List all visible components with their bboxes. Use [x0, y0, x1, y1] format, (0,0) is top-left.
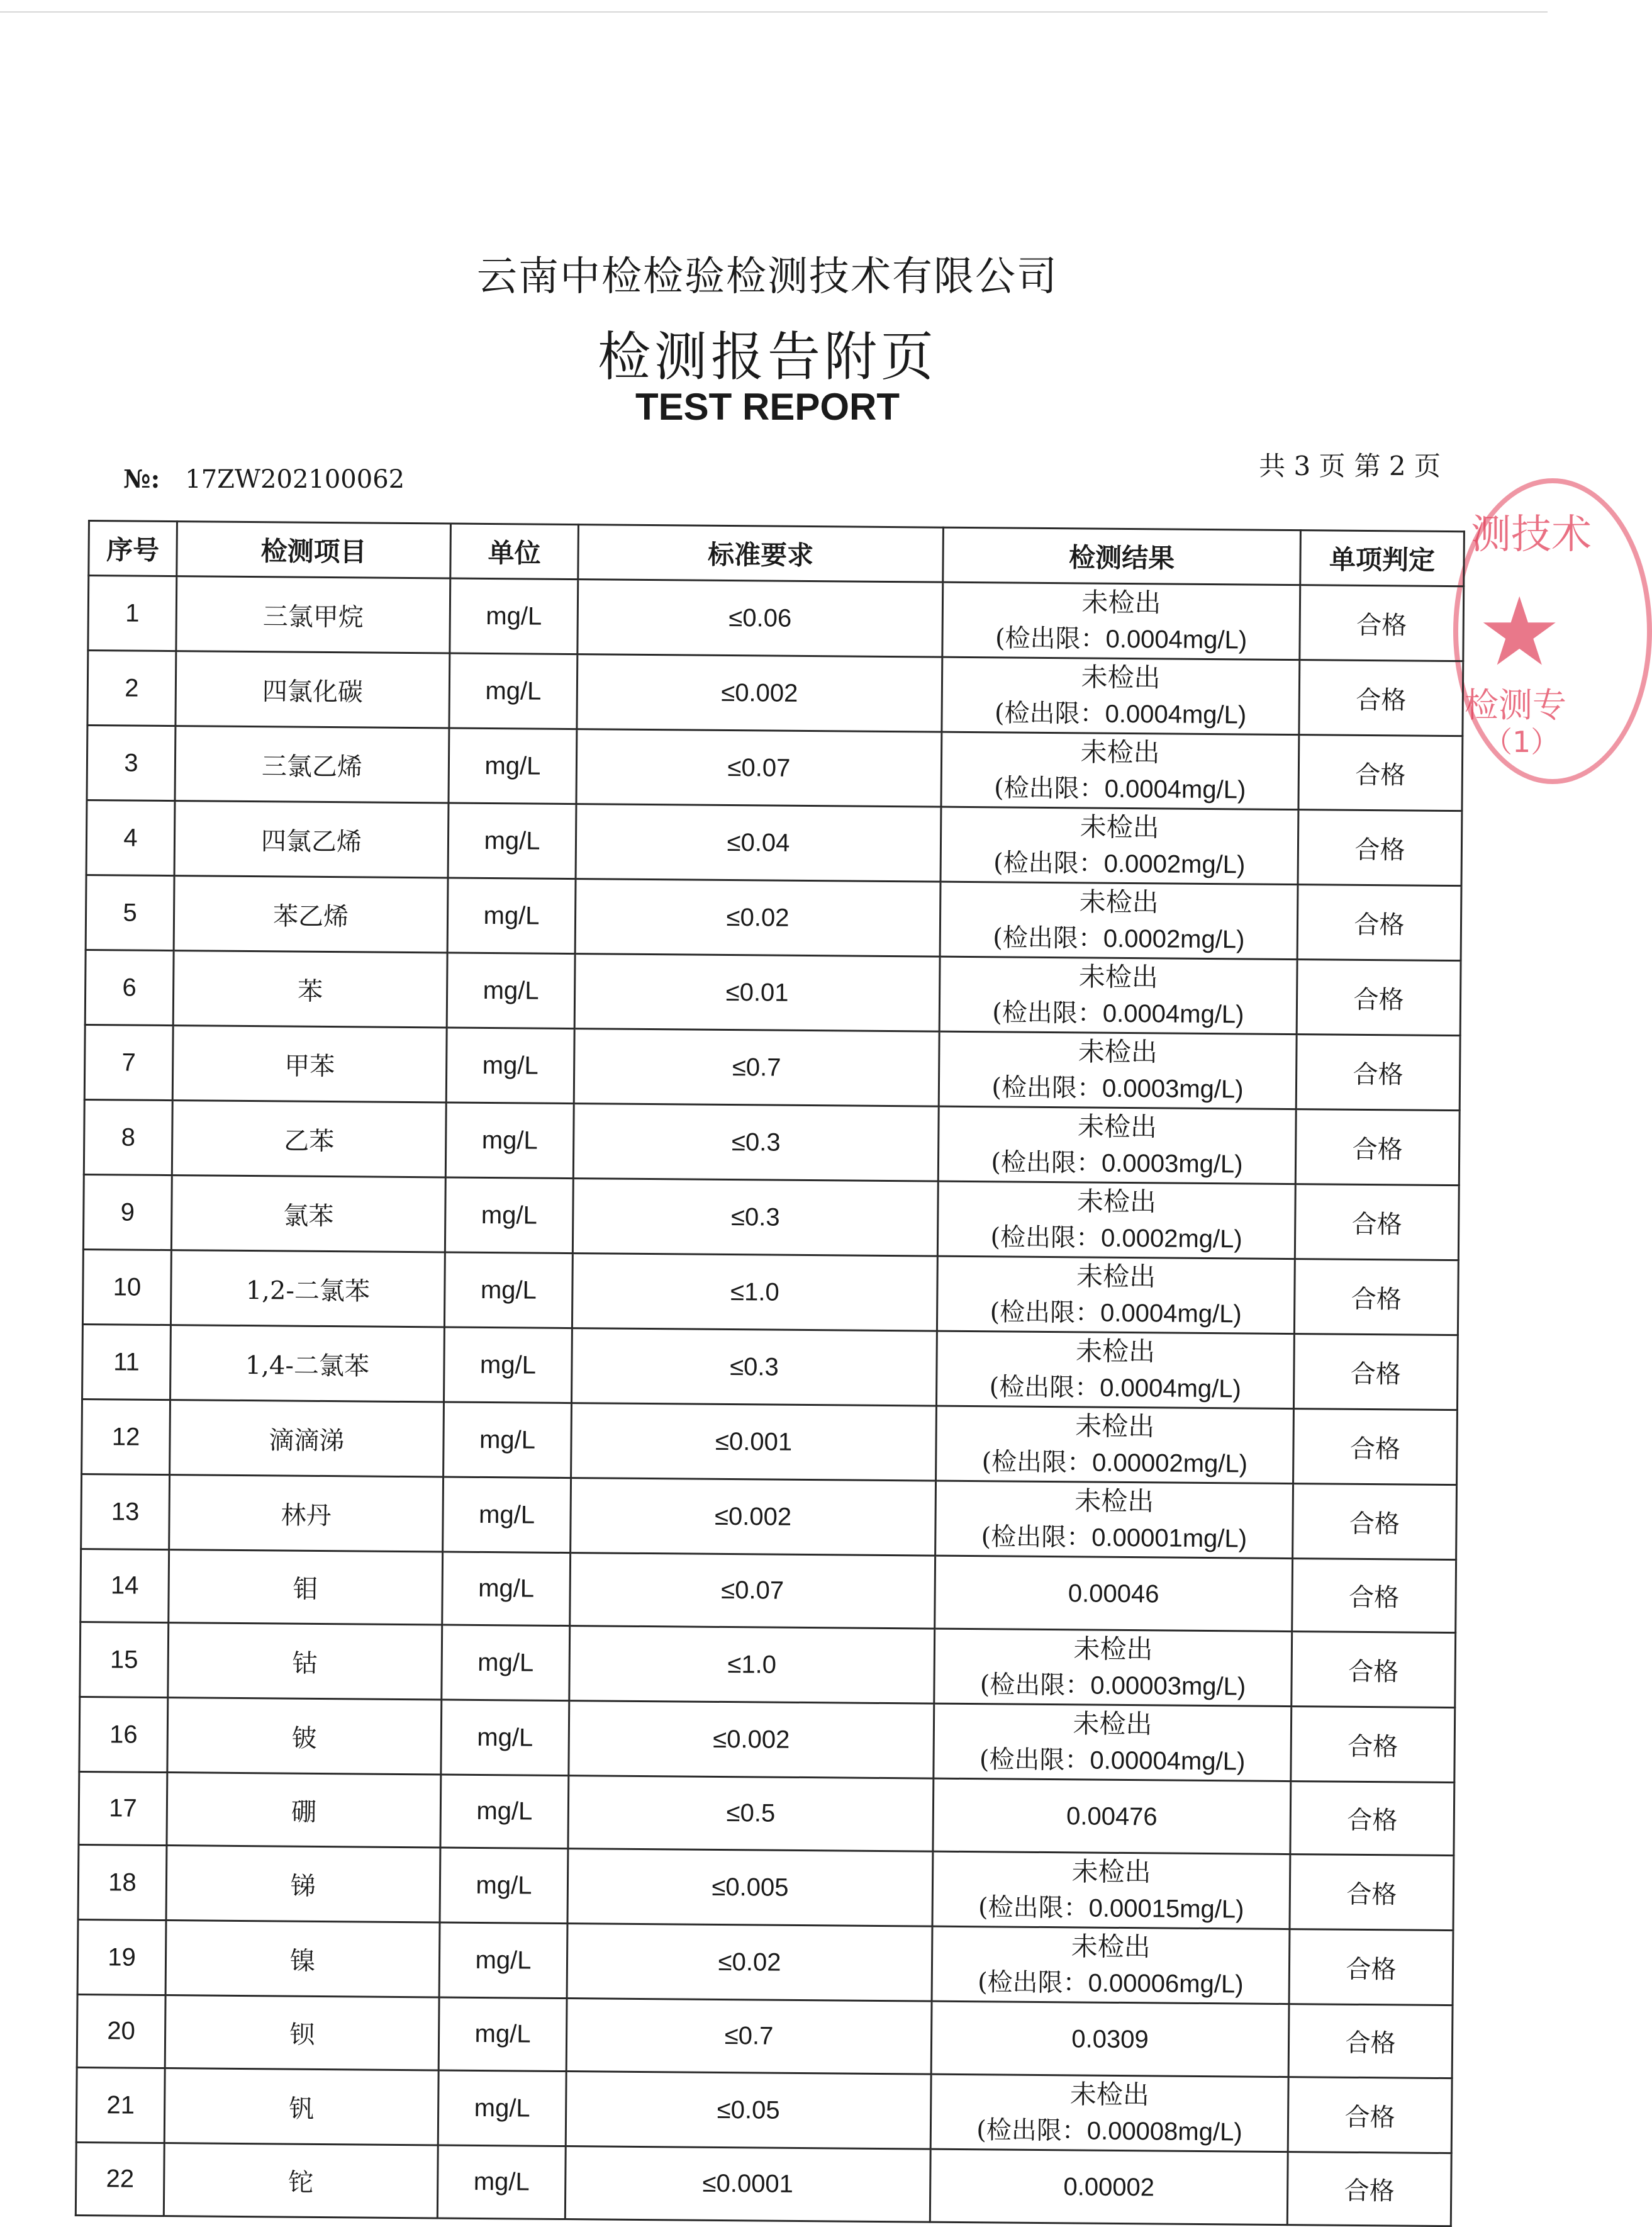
result-cell — [933, 1778, 1291, 1854]
unit: mg/L — [449, 728, 577, 804]
table-row — [78, 1844, 1454, 1930]
standard-requirement: ≤0.07 — [570, 1553, 935, 1629]
judgement: 合格 — [1288, 2077, 1452, 2153]
result-cell — [939, 956, 1297, 1034]
detection-limit-value: 0.0004mg/L) — [1102, 999, 1244, 1029]
test-item: 1,2-二氯苯 — [170, 1250, 445, 1327]
judgement: 合格 — [1299, 660, 1463, 736]
not-detected-text: 未检出 — [1075, 1335, 1156, 1367]
seal-text-top: 测技术 — [1471, 512, 1592, 558]
not-detected-text: 未检出 — [1073, 1708, 1152, 1740]
table-row — [79, 1771, 1454, 1855]
judgement: 合格 — [1292, 1632, 1456, 1708]
result-cell — [940, 807, 1298, 884]
test-item: 滴滴涕 — [170, 1400, 444, 1477]
page-total: 共 3 页 — [1259, 451, 1346, 481]
result-value: 0.00046 — [1068, 1579, 1159, 1608]
table-row — [82, 1399, 1458, 1484]
unit: mg/L — [442, 1625, 570, 1701]
judgement: 合格 — [1289, 1929, 1453, 2005]
col-header-result: 检测结果 — [943, 527, 1301, 585]
result-cell — [934, 1703, 1292, 1781]
judgement: 合格 — [1293, 1484, 1457, 1560]
unit: mg/L — [439, 1922, 567, 1999]
judgement: 合格 — [1292, 1559, 1456, 1633]
row-index: 3 — [87, 726, 176, 801]
scan-top-edge — [0, 11, 1548, 13]
detection-limit — [940, 994, 1296, 1033]
judgement: 合格 — [1294, 1259, 1458, 1335]
standard-requirement: ≤0.002 — [569, 1701, 934, 1779]
detection-limit-label: (检出限： — [978, 1893, 1089, 1923]
result-cell — [932, 1926, 1290, 2004]
table-row — [76, 2067, 1452, 2153]
table-row — [81, 1474, 1457, 1559]
detection-limit-label: (检出限： — [977, 1968, 1088, 1998]
table-row — [87, 651, 1463, 736]
table-row — [88, 576, 1464, 661]
row-index: 17 — [79, 1771, 167, 1845]
row-index: 22 — [75, 2142, 164, 2216]
unit: mg/L — [445, 1102, 574, 1179]
detection-limit-value: 0.00006mg/L) — [1088, 1969, 1244, 1999]
detection-limit-value: 0.0004mg/L) — [1100, 1374, 1241, 1403]
result-cell — [930, 2074, 1288, 2151]
standard-requirement: ≤0.3 — [572, 1328, 937, 1406]
result-cell — [931, 2001, 1289, 2077]
row-index: 2 — [87, 651, 176, 726]
table-row — [83, 1174, 1459, 1260]
detection-limit-label: (检出限： — [976, 2116, 1087, 2146]
detection-limit-value: 0.00004mg/L) — [1090, 1746, 1246, 1776]
judgement: 合格 — [1287, 2152, 1451, 2226]
col-header-judgement: 单项判定 — [1300, 530, 1465, 586]
detection-limit-label: (检出限： — [979, 1670, 1091, 1700]
row-index: 20 — [77, 1994, 165, 2068]
detection-limit-value: 0.0002mg/L) — [1103, 924, 1245, 954]
not-detected-text: 未检出 — [1079, 886, 1159, 918]
detection-limit-label: (检出限： — [991, 1073, 1103, 1103]
not-detected-text: 未检出 — [1075, 1410, 1155, 1442]
company-name: 云南中检检验检测技术有限公司 — [477, 254, 1058, 300]
test-item: 铊 — [164, 2143, 438, 2218]
detection-limit — [943, 620, 1298, 659]
not-detected-text: 未检出 — [1071, 1931, 1151, 1963]
report-number — [123, 464, 405, 494]
detection-limit — [933, 1889, 1288, 1928]
not-detected-text: 未检出 — [1073, 1633, 1153, 1665]
test-item: 四氯化碳 — [176, 651, 450, 728]
result-cell — [932, 1851, 1290, 1929]
detection-limit-value: 0.00003mg/L) — [1090, 1671, 1246, 1701]
not-detected-text: 未检出 — [1077, 1111, 1158, 1143]
row-index: 1 — [88, 576, 177, 651]
detection-limit — [934, 1741, 1290, 1780]
detection-limit — [935, 1666, 1290, 1705]
judgement: 合格 — [1296, 1035, 1460, 1111]
detection-limit-value: 0.0004mg/L) — [1105, 700, 1247, 729]
result-cell — [942, 582, 1300, 659]
test-item: 苯 — [173, 951, 447, 1028]
unit: mg/L — [450, 578, 578, 654]
detection-limit-label: (检出限： — [993, 848, 1104, 878]
not-detected-text: 未检出 — [1069, 2078, 1150, 2111]
result-cell — [937, 1181, 1295, 1259]
row-index: 13 — [81, 1474, 170, 1549]
table-row — [86, 875, 1461, 960]
detection-limit — [939, 1219, 1294, 1258]
page-current: 第 2 页 — [1354, 451, 1441, 481]
row-index: 14 — [81, 1549, 169, 1622]
row-index: 19 — [77, 1919, 166, 1995]
detection-limit-label: (检出限： — [993, 923, 1104, 953]
detection-limit-label: (检出限： — [990, 1223, 1102, 1253]
unit: mg/L — [444, 1327, 572, 1403]
test-item: 三氯甲烷 — [176, 576, 450, 653]
result-cell — [934, 1629, 1292, 1706]
judgement: 合格 — [1288, 2004, 1453, 2078]
detection-limit-label: (检出限： — [989, 1372, 1100, 1403]
detection-limit — [940, 1069, 1295, 1108]
result-cell — [941, 732, 1299, 809]
not-detected-text: 未检出 — [1081, 586, 1161, 619]
judgement: 合格 — [1300, 585, 1464, 661]
standard-requirement: ≤0.02 — [575, 879, 940, 957]
test-item: 钒 — [164, 2068, 438, 2145]
detection-limit-value: 0.0003mg/L) — [1101, 1149, 1243, 1179]
unit: mg/L — [449, 653, 578, 729]
unit: mg/L — [438, 2070, 566, 2146]
standard-requirement: ≤0.02 — [567, 1924, 932, 2002]
result-cell — [935, 1556, 1293, 1631]
standard-requirement: ≤0.001 — [571, 1403, 937, 1481]
detection-limit-value: 0.0002mg/L) — [1103, 850, 1246, 879]
standard-requirement: ≤0.5 — [568, 1776, 934, 1852]
test-item: 镍 — [165, 1921, 440, 1997]
judgement: 合格 — [1290, 1781, 1454, 1856]
standard-requirement: ≤1.0 — [569, 1626, 935, 1704]
not-detected-text: 未检出 — [1080, 736, 1160, 768]
detection-limit-value: 0.0002mg/L) — [1100, 1224, 1242, 1254]
row-index: 10 — [82, 1249, 171, 1325]
judgement: 合格 — [1291, 1707, 1455, 1783]
seal-star-icon: ★ — [1477, 578, 1562, 687]
report-number-value: 17ZW202100062 — [185, 465, 405, 494]
table-row — [79, 1697, 1455, 1782]
standard-requirement: ≤0.07 — [576, 729, 942, 807]
row-index: 21 — [76, 2067, 165, 2143]
not-detected-text: 未检出 — [1078, 961, 1159, 993]
unit: mg/L — [444, 1402, 572, 1478]
standard-requirement: ≤0.06 — [578, 580, 943, 658]
detection-limit — [942, 695, 1298, 734]
seal-text-bottom: （1） — [1483, 725, 1560, 759]
row-index: 18 — [78, 1844, 167, 1920]
detection-limit-value: 0.00001mg/L) — [1091, 1523, 1247, 1553]
results-table — [75, 520, 1465, 2227]
table-row — [75, 2142, 1451, 2226]
unit: mg/L — [443, 1477, 571, 1553]
detection-limit-value: 0.00008mg/L) — [1086, 2117, 1242, 2146]
row-index: 8 — [84, 1099, 172, 1175]
row-index: 7 — [84, 1024, 173, 1100]
detection-limit — [936, 1518, 1292, 1557]
detection-limit-label: (检出限： — [991, 1148, 1102, 1178]
table-row — [82, 1249, 1458, 1335]
unit: mg/L — [445, 1177, 573, 1254]
detection-limit-value: 0.0004mg/L) — [1105, 625, 1247, 654]
detection-limit — [937, 1444, 1292, 1483]
report-number-label: №: — [123, 464, 160, 494]
unit: mg/L — [438, 1997, 567, 2072]
row-index: 12 — [82, 1399, 170, 1474]
detection-limit-label: (检出限： — [981, 1522, 1092, 1552]
standard-requirement: ≤0.05 — [566, 2072, 931, 2150]
result-value: 0.0309 — [1071, 2024, 1149, 2053]
test-item: 钴 — [168, 1623, 442, 1700]
standard-requirement: ≤0.01 — [574, 954, 940, 1032]
unit: mg/L — [447, 878, 576, 954]
col-header-item: 检测项目 — [177, 522, 451, 578]
detection-limit — [942, 844, 1297, 884]
table-row — [84, 1024, 1460, 1110]
standard-requirement: ≤0.3 — [573, 1104, 939, 1182]
table-row — [77, 1919, 1453, 2005]
seal-text-middle: 检测专 — [1465, 685, 1566, 725]
report-subtitle: TEST REPORT — [635, 386, 900, 428]
detection-limit-label: (检出限： — [992, 998, 1103, 1028]
not-detected-text: 未检出 — [1081, 661, 1161, 693]
unit: mg/L — [440, 1775, 569, 1849]
row-index: 16 — [79, 1697, 168, 1772]
test-item: 苯乙烯 — [174, 876, 448, 953]
test-item: 四氯乙烯 — [174, 801, 449, 878]
col-header-standard: 标准要求 — [578, 525, 944, 583]
test-item: 钡 — [165, 1995, 439, 2070]
detection-limit-value: 0.00015mg/L) — [1088, 1894, 1244, 1924]
not-detected-text: 未检出 — [1080, 811, 1159, 843]
row-index: 11 — [82, 1324, 171, 1400]
table-row — [86, 800, 1462, 885]
table-row — [82, 1324, 1458, 1410]
standard-requirement: ≤0.04 — [576, 804, 941, 882]
standard-requirement: ≤1.0 — [572, 1254, 937, 1332]
result-value: 0.00476 — [1066, 1802, 1158, 1831]
judgement: 合格 — [1293, 1334, 1458, 1410]
standard-requirement: ≤0.7 — [574, 1029, 939, 1107]
page-info — [1250, 446, 1441, 483]
result-cell — [936, 1406, 1294, 1483]
standard-requirement: ≤0.7 — [566, 1999, 932, 2075]
result-cell — [942, 657, 1300, 734]
result-cell — [936, 1331, 1294, 1408]
detection-limit-value: 0.0003mg/L) — [1102, 1074, 1244, 1104]
unit: mg/L — [444, 1252, 572, 1328]
table-header-row — [89, 521, 1465, 586]
detection-limit-value: 0.0004mg/L) — [1104, 775, 1246, 804]
standard-requirement: ≤0.002 — [577, 654, 942, 732]
not-detected-text: 未检出 — [1076, 1260, 1156, 1293]
result-cell — [930, 2149, 1288, 2224]
result-value: 0.00002 — [1063, 2172, 1155, 2201]
unit: mg/L — [447, 953, 575, 1029]
detection-limit — [932, 2112, 1287, 2151]
row-index: 9 — [83, 1174, 172, 1250]
detection-limit — [939, 1144, 1295, 1183]
test-item: 铍 — [167, 1698, 442, 1775]
inspection-seal — [1453, 478, 1652, 784]
detection-limit — [933, 1964, 1288, 2003]
test-item: 乙苯 — [172, 1101, 446, 1177]
unit: mg/L — [448, 803, 576, 879]
test-item: 锑 — [166, 1846, 440, 1922]
row-index: 4 — [86, 800, 175, 875]
detection-limit-value: 0.00002mg/L) — [1091, 1449, 1248, 1478]
test-item: 林丹 — [169, 1475, 444, 1552]
col-header-unit: 单位 — [450, 524, 579, 580]
judgement: 合格 — [1298, 735, 1463, 811]
unit: mg/L — [440, 1848, 568, 1924]
standard-requirement: ≤0.3 — [572, 1179, 938, 1257]
detection-limit-label: (检出限： — [995, 624, 1106, 654]
not-detected-text: 未检出 — [1076, 1186, 1157, 1218]
table-row — [85, 950, 1461, 1035]
col-header-index: 序号 — [89, 521, 177, 576]
test-item: 氯苯 — [171, 1175, 445, 1252]
row-index: 6 — [85, 950, 174, 1025]
row-index: 15 — [80, 1622, 169, 1697]
judgement: 合格 — [1297, 960, 1461, 1036]
unit: mg/L — [442, 1552, 571, 1626]
detection-limit-value: 0.0004mg/L) — [1100, 1299, 1242, 1328]
detection-limit — [937, 1369, 1293, 1408]
detection-limit-label: (检出限： — [994, 698, 1105, 729]
row-index: 5 — [86, 875, 174, 950]
detection-limit — [941, 919, 1297, 958]
report-title: 检测报告附页 — [597, 326, 937, 388]
result-cell — [939, 1031, 1297, 1109]
judgement: 合格 — [1295, 1184, 1459, 1260]
standard-requirement: ≤0.002 — [571, 1478, 936, 1556]
test-item: 甲苯 — [172, 1026, 447, 1102]
table-row — [80, 1622, 1456, 1707]
result-cell — [935, 1481, 1293, 1558]
judgement: 合格 — [1293, 1409, 1458, 1485]
unit: mg/L — [446, 1028, 574, 1104]
test-item: 硼 — [167, 1773, 441, 1848]
result-cell — [937, 1256, 1295, 1333]
judgement: 合格 — [1290, 1854, 1454, 1931]
table-row — [77, 1994, 1453, 2078]
not-detected-text: 未检出 — [1078, 1036, 1158, 1068]
table-row — [87, 726, 1463, 811]
result-cell — [940, 882, 1298, 959]
detection-limit-label: (检出限： — [993, 773, 1105, 804]
standard-requirement: ≤0.005 — [567, 1849, 933, 1927]
table-row — [81, 1549, 1456, 1632]
test-item: 三氯乙烯 — [175, 726, 449, 803]
table-row — [84, 1099, 1459, 1185]
not-detected-text: 未检出 — [1071, 1856, 1151, 1888]
judgement: 合格 — [1295, 1109, 1459, 1186]
test-item: 钼 — [169, 1550, 443, 1625]
unit: mg/L — [441, 1700, 569, 1776]
detection-limit — [938, 1294, 1293, 1333]
not-detected-text: 未检出 — [1074, 1485, 1154, 1517]
standard-requirement: ≤0.0001 — [565, 2146, 930, 2223]
test-item: 1,4-二氯苯 — [170, 1325, 445, 1402]
judgement: 合格 — [1297, 885, 1461, 961]
detection-limit — [942, 770, 1297, 809]
detection-limit-label: (检出限： — [981, 1447, 1093, 1478]
unit: mg/L — [437, 2145, 566, 2219]
result-cell — [938, 1106, 1296, 1184]
judgement: 合格 — [1298, 810, 1462, 886]
detection-limit-label: (检出限： — [979, 1745, 1090, 1775]
detection-limit-label: (检出限： — [990, 1298, 1101, 1328]
